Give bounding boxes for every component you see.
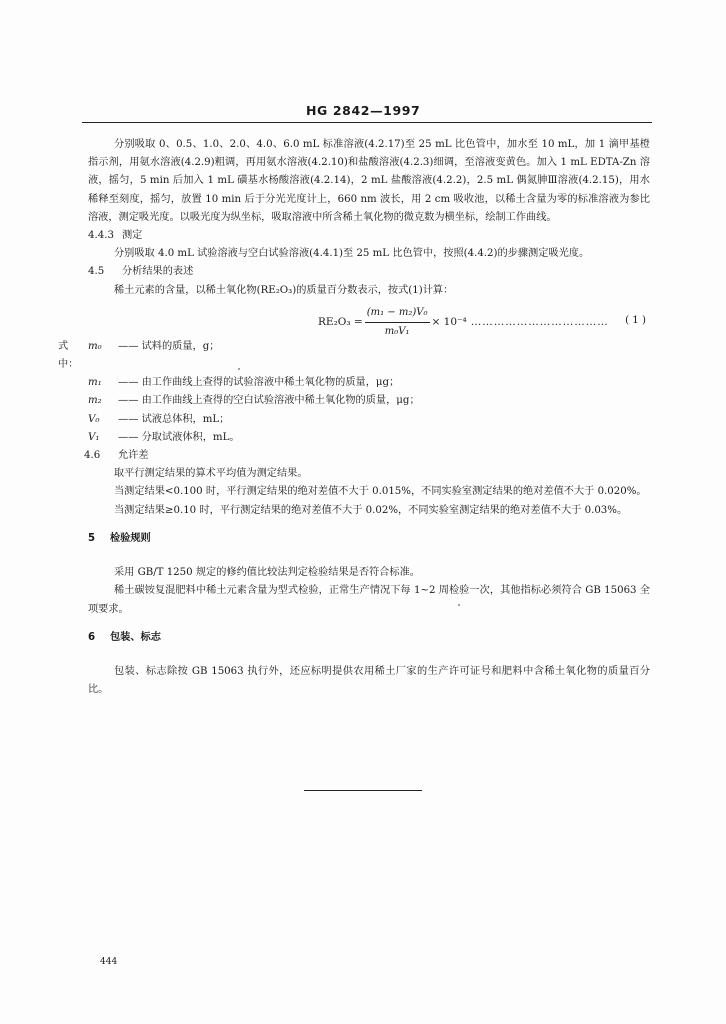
variable-definitions <box>58 338 650 447</box>
formula-1 <box>88 302 650 338</box>
section-title: 检验规则 <box>110 532 151 544</box>
section-heading-4-5 <box>88 263 650 281</box>
equation-number: ( 1 ) <box>625 314 646 326</box>
section-title: 分析结果的表述 <box>122 266 194 278</box>
section-title: 测定 <box>122 230 143 242</box>
end-rule <box>304 790 422 791</box>
variable-description: —— 试液总体积，mL； <box>118 413 230 425</box>
paragraph-5-a: 采用 GB/T 1250 规定的修约值比较法判定检验结果是否符合标准。 <box>114 567 420 579</box>
variable-symbol: m₀ <box>88 340 102 352</box>
formula-fraction <box>365 304 430 341</box>
section-title: 允许差 <box>118 450 149 462</box>
paragraph-4-6-c: 当测定结果≥0.10 时，平行测定结果的绝对差值不大于 0.02%，不同实验室测定结果的绝对差值不大于 0.03%。 <box>114 504 628 516</box>
paragraph-4-5: 稀土元素的含量，以稀土氧化物(RE₂O₃)的质量百分数表示，按式(1)计算： <box>114 284 454 296</box>
paragraph-4-6-b: 当测定结果<0.100 时，平行测定结果的绝对差值不大于 0.015%，不同实验室测定结果的绝对差值不大于 0.020%。 <box>114 486 647 498</box>
section-heading-6 <box>88 629 650 647</box>
document-body <box>58 136 650 700</box>
variable-row <box>88 429 650 447</box>
formula-expression <box>318 304 609 341</box>
variable-row <box>88 411 650 429</box>
paragraph-4-6-a: 取平行测定结果的算术平均值为测定结果。 <box>114 468 308 480</box>
paragraph-4-4-3: 分别吸取 4.0 mL 试验溶液与空白试验溶液(4.4.1)至 25 mL 比色管中，按照(4.4.2)的步骤测定吸光度。 <box>114 248 590 260</box>
variable-row <box>88 374 650 392</box>
variable-description: —— 试料的质量，g； <box>118 340 220 352</box>
section-number: 4.6 <box>84 450 101 462</box>
paragraph-4-4-2: 分别吸取 0、0.5、1.0、2.0、4.0、6.0 mL 标准溶液(4.2.17)至 25 mL 比色管中，加水至 10 mL，加 1 滴甲基橙指示剂，用氨水溶液(4.2.9)粗调，再用氨水溶液(4.2.10)和盐酸溶液(4.2.3)细调，至溶液变黄色。加入 1 mL EDTA-Zn 溶液，摇匀，5 min 后加入 1 mL 磺基水杨酸溶液(4.2.14)，2 mL 盐酸溶液(4.2.2)，2.5 mL 偶氮胂Ⅲ溶液(4.2.15)，用水稀释至刻度，摇匀，放置 10 min 后于分光光度计上，660 nm 波长，用 2 cm 吸收池，以稀土含量为零的标准溶液为参比溶液，测定吸光度。以吸光度为纵坐标，吸取溶液中所含稀土氧化物的微克数为横坐标，绘制工作曲线。 <box>88 139 650 223</box>
page-header: HG 2842—1997 <box>306 103 421 118</box>
where-label: 式中： <box>58 340 79 371</box>
section-heading-5 <box>88 530 650 548</box>
paragraph-6: 包装、标志除按 GB 15063 执行外，还应标明提供农用稀土厂家的生产许可证号和肥料中含稀土氧化物的质量百分比。 <box>88 666 650 696</box>
formula-leader-dots: ……………………………… <box>470 316 609 329</box>
variable-row <box>88 392 650 410</box>
variable-symbol: m₁ <box>88 377 102 389</box>
formula-denominator: m₀V₁ <box>384 326 410 338</box>
section-heading-4-6 <box>84 447 650 465</box>
section-number: 6 <box>88 631 96 643</box>
paragraph-5-b: 稀土碳铵复混肥料中稀土元素含量为型式检验，正常生产情况下每 1~2 周检验一次，其他指标必须符合 GB 15063 全项要求。 <box>88 585 650 615</box>
variable-symbol: V₁ <box>88 431 100 443</box>
formula-numerator: (m₁ − m₂)V₀ <box>365 304 430 323</box>
variable-symbol: V₀ <box>88 413 100 425</box>
variable-description: —— 由工作曲线上查得的试验溶液中稀土氧化物的质量，μg； <box>118 377 400 389</box>
variable-description: —— 由工作曲线上查得的空白试验溶液中稀土氧化物的质量，μg； <box>118 395 420 407</box>
section-number: 5 <box>88 532 96 544</box>
section-number: 4.5 <box>88 266 105 278</box>
formula-tail: × 10⁻⁴ <box>431 316 467 329</box>
variable-row <box>58 338 650 374</box>
section-number: 4.4.3 <box>88 230 114 242</box>
formula-lhs: RE₂O₃ = <box>318 316 363 329</box>
section-title: 包装、标志 <box>110 631 161 643</box>
header-rule <box>82 122 652 123</box>
variable-symbol: m₂ <box>88 395 102 407</box>
section-heading-4-4-3 <box>88 227 650 245</box>
variable-description: —— 分取试液体积，mL。 <box>118 431 240 443</box>
scan-speck <box>458 604 460 606</box>
page-number: 444 <box>100 957 118 967</box>
scan-speck <box>238 368 240 370</box>
